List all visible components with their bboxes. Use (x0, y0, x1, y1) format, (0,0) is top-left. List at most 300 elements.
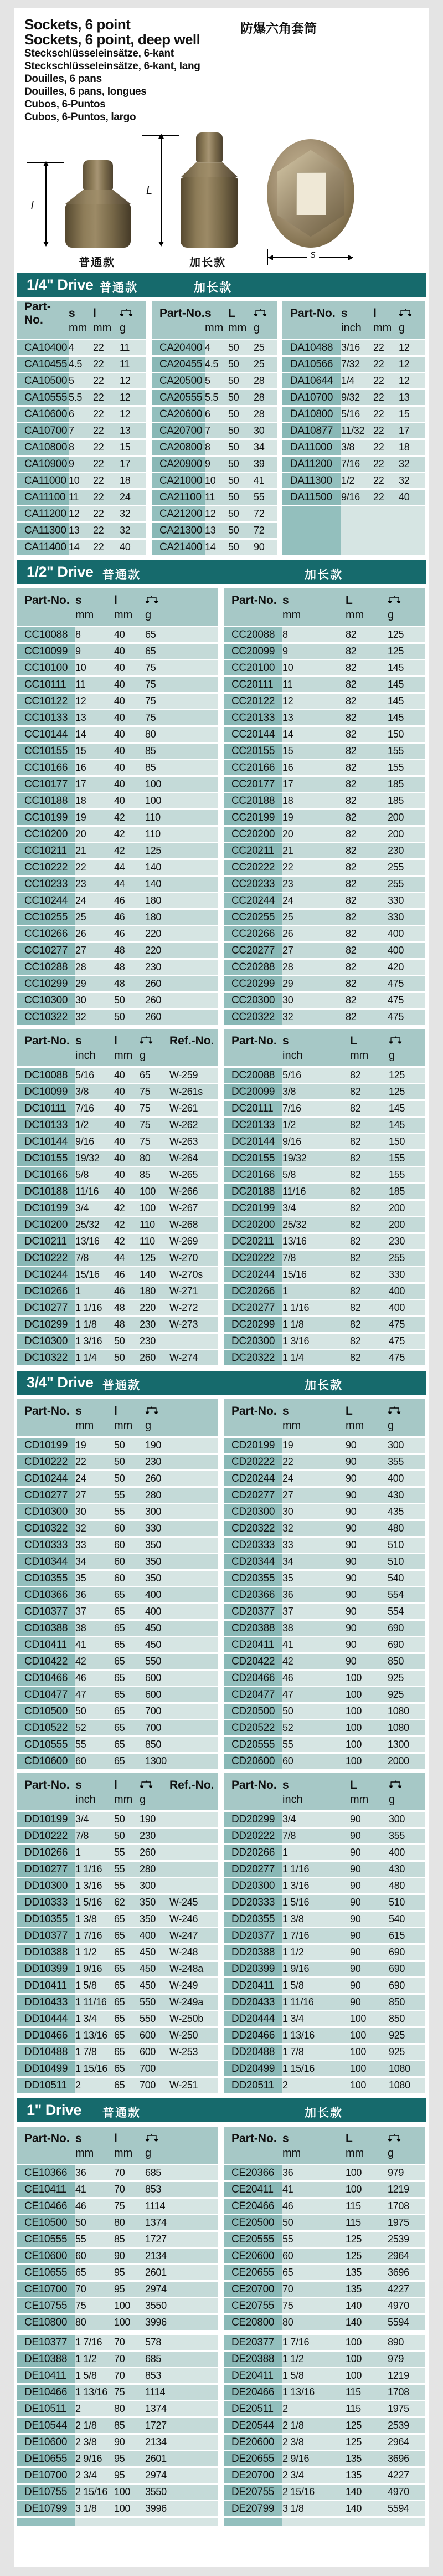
part-no-cell: CD10344 (17, 1554, 75, 1569)
value-cell: 82 (346, 793, 388, 808)
table-row (224, 1521, 425, 1536)
value-cell: 853 (145, 2368, 218, 2383)
table-header-row (17, 1773, 218, 1810)
value-cell: 32 (75, 1010, 114, 1025)
table-row (17, 1151, 218, 1166)
value-cell: 450 (140, 1962, 169, 1976)
part-no-cell: DE20600 (224, 2435, 282, 2450)
value-cell: 15 (75, 744, 114, 759)
table-row (224, 2232, 425, 2247)
value-cell: 100 (346, 2352, 388, 2367)
value-cell: 1 7/16 (75, 2335, 114, 2350)
value-cell: 90 (346, 1438, 388, 1453)
part-no-cell: DE20511 (224, 2401, 282, 2416)
table-row (17, 993, 218, 1008)
table-block (17, 2127, 426, 2330)
value-cell: 65 (114, 2078, 140, 2093)
column-header (145, 1403, 218, 1436)
value-cell: 1080 (389, 2078, 425, 2093)
table-row (224, 1554, 425, 1569)
value-cell: 480 (388, 1521, 425, 1536)
table-header-row (224, 1029, 425, 1066)
value-cell: 65 (114, 2061, 140, 2076)
balance-scale-icon (140, 1036, 153, 1047)
value-cell: 100 (140, 1201, 169, 1216)
part-no-cell: CC10233 (17, 877, 75, 892)
column-header-label: L (346, 594, 353, 607)
part-no-cell: CE10466 (17, 2199, 75, 2214)
value-cell: 12 (120, 390, 146, 405)
part-no-cell: DE20466 (224, 2385, 282, 2400)
part-no-cell: CA20600 (152, 407, 205, 422)
value-cell: 30 (254, 423, 277, 438)
part-no-cell: CE10366 (17, 2165, 75, 2180)
value-cell: 1 7/16 (282, 2335, 346, 2350)
part-no-cell: DD20266 (224, 1845, 282, 1860)
value-cell: 125 (346, 2418, 388, 2433)
balance-scale-icon (388, 1406, 401, 1417)
value-cell: 145 (388, 677, 425, 692)
table-row (224, 1504, 425, 1519)
value-cell: 554 (388, 1587, 425, 1602)
value-cell: 24 (75, 893, 114, 908)
table-row (224, 1438, 425, 1453)
value-cell: 40 (114, 1101, 140, 1116)
part-no-cell: CA10700 (17, 423, 69, 438)
parts-table (17, 301, 146, 555)
value-cell: 450 (145, 1621, 218, 1636)
value-cell: 90 (346, 1455, 388, 1469)
value-cell: 24 (282, 893, 346, 908)
value-cell: 82 (346, 993, 388, 1008)
part-no-cell: DC10277 (17, 1300, 75, 1315)
part-no-cell: CC20244 (224, 893, 282, 908)
table-row (17, 926, 218, 941)
part-no-cell: CD10388 (17, 1621, 75, 1636)
part-no-cell: DC20188 (224, 1184, 282, 1199)
part-no-cell: DD10222 (17, 1829, 75, 1843)
value-cell: 29 (75, 976, 114, 991)
value-cell: 115 (346, 2215, 388, 2230)
value-cell: 60 (75, 1754, 114, 1769)
value-cell: 100 (346, 1671, 388, 1686)
part-no-cell: CA11400 (17, 540, 69, 555)
table-row (17, 2045, 218, 2060)
value-cell: 22 (93, 540, 120, 555)
value-cell: 40 (114, 727, 145, 742)
value-cell: 28 (254, 390, 277, 405)
table-row (282, 357, 425, 372)
value-cell: 70 (114, 2368, 145, 2383)
value-cell: 65 (140, 1068, 169, 1083)
table-row (17, 744, 218, 759)
value-cell: 13 (69, 523, 93, 538)
value-cell: 690 (389, 1962, 425, 1976)
value-cell: 19 (75, 810, 114, 825)
value-cell: 2 15/16 (282, 2485, 346, 2500)
value-cell: 475 (388, 993, 425, 1008)
value-cell: 40 (114, 660, 145, 675)
value-cell: 35 (282, 1571, 346, 1586)
value-cell: 40 (399, 490, 425, 505)
value-cell: 185 (388, 777, 425, 792)
value-cell: 2 1/8 (282, 2418, 346, 2433)
value-cell: 90 (346, 1538, 388, 1553)
value-cell: 13/16 (75, 1234, 114, 1249)
part-no-cell: CC20200 (224, 827, 282, 842)
value-cell: 10 (69, 473, 93, 488)
value-cell: 82 (350, 1350, 389, 1365)
value-cell: 90 (350, 1978, 389, 1993)
value-cell: 44 (114, 877, 145, 892)
part-no-cell: CC10266 (17, 926, 75, 941)
part-no-cell: DD20433 (224, 1995, 282, 2010)
table-row (17, 677, 218, 692)
value-cell: 82 (346, 760, 388, 775)
value-cell: 1 1/4 (75, 1350, 114, 1365)
table-row (224, 2435, 425, 2450)
table-row (224, 1571, 425, 1586)
value-cell: W-261 (169, 1101, 218, 1116)
part-no-cell: CD20277 (224, 1488, 282, 1503)
part-no-cell: CA21000 (152, 473, 205, 488)
column-header-unit: g (388, 2147, 394, 2159)
table-row (17, 2165, 218, 2180)
value-cell: 22 (93, 340, 120, 355)
subtitle-de: Steckschlüsseleinsätze, 6-kant (24, 48, 174, 59)
value-cell: 22 (93, 506, 120, 521)
value-cell: 50 (228, 390, 254, 405)
value-cell: 85 (114, 2418, 145, 2433)
value-cell: 554 (388, 1604, 425, 1619)
value-cell: 50 (114, 1438, 145, 1453)
value-cell: 330 (389, 1267, 425, 1282)
value-cell: 100 (346, 2368, 388, 2383)
value-cell: 50 (228, 407, 254, 422)
value-cell: 90 (346, 1488, 388, 1503)
value-cell: 100 (114, 2315, 145, 2330)
column-header-label: Ref.-No. (169, 1035, 214, 1047)
part-no-cell: DC20222 (224, 1251, 282, 1266)
value-cell: W-250 (169, 2028, 218, 2043)
value-cell: 36 (282, 1587, 346, 1602)
value-cell: 3 1/8 (75, 2501, 114, 2516)
part-no-cell: DE10388 (17, 2352, 75, 2367)
value-cell: 4970 (388, 2298, 425, 2313)
column-header-label: s (75, 1035, 82, 1047)
value-cell: 1 3/16 (282, 1878, 350, 1893)
value-cell: 75 (145, 694, 218, 709)
value-cell: W-248 (169, 1945, 218, 1960)
part-no-cell: CC20155 (224, 744, 282, 759)
value-cell: 90 (346, 1587, 388, 1602)
value-cell: 15 (282, 744, 346, 759)
value-cell: 40 (114, 1184, 140, 1199)
table-block (17, 2333, 426, 2526)
part-no-cell: CA21300 (152, 523, 205, 538)
table-row (224, 1300, 425, 1315)
drive-section-header (17, 560, 426, 584)
table-row (224, 1687, 425, 1702)
table-row (17, 1217, 218, 1232)
column-header (388, 2131, 425, 2164)
table-row (17, 1455, 218, 1469)
value-cell: 40 (114, 777, 145, 792)
table-header-row (152, 301, 277, 339)
part-no-cell: DE10411 (17, 2368, 75, 2383)
value-cell: 2 1/8 (75, 2418, 114, 2433)
value-cell: 11 (120, 340, 146, 355)
part-no-cell: CD10277 (17, 1488, 75, 1503)
value-cell: 22 (373, 457, 399, 472)
value-cell: 690 (389, 1978, 425, 1993)
table-row (224, 2282, 425, 2297)
value-cell: 18 (120, 473, 146, 488)
column-header-unit: mm (346, 2147, 364, 2159)
value-cell: 75 (140, 1118, 169, 1133)
value-cell: 39 (254, 457, 277, 472)
table-row (224, 2368, 425, 2383)
value-cell: 260 (145, 1010, 218, 1025)
part-no-cell: CD10522 (17, 1720, 75, 1735)
part-no-cell: CE20755 (224, 2298, 282, 2313)
table-row (152, 506, 277, 521)
value-cell: 15/16 (282, 1267, 350, 1282)
value-cell: 22 (373, 373, 399, 388)
part-no-cell: DA11500 (282, 490, 341, 505)
table-row (152, 373, 277, 388)
part-no-cell: CE10555 (17, 2232, 75, 2247)
value-cell: 32 (282, 1521, 346, 1536)
value-cell: 65 (114, 2011, 140, 2026)
value-cell: 12 (69, 506, 93, 521)
value-cell: 55 (114, 1862, 140, 1877)
drive-size-label: 1/4" Drive (27, 276, 94, 293)
value-cell: 48 (114, 976, 145, 991)
value-cell: W-248a (169, 1962, 218, 1976)
table-row (224, 1978, 425, 1993)
part-no-column-header (224, 1403, 282, 1436)
value-cell: 230 (389, 1234, 425, 1249)
normal-type-label: 普通款 (102, 2107, 141, 2119)
value-cell: 75 (145, 660, 218, 675)
value-cell: 400 (145, 1587, 218, 1602)
part-no-cell: DD10277 (17, 1862, 75, 1877)
value-cell: 21 (282, 843, 346, 858)
part-no-cell: CC10200 (17, 827, 75, 842)
part-no-cell: DA10877 (282, 423, 341, 438)
column-header-unit: mm (75, 609, 94, 621)
column-header-label: s (282, 1779, 289, 1791)
value-cell: 50 (114, 1471, 145, 1486)
drive-section (17, 1371, 426, 2093)
value-cell: W-245 (169, 1895, 218, 1910)
table-row (224, 1654, 425, 1669)
value-cell: 27 (75, 943, 114, 958)
value-cell: 1 5/16 (282, 1895, 350, 1910)
value-cell: 40 (114, 760, 145, 775)
part-no-cell: DD10433 (17, 1995, 75, 2010)
part-no-cell: DC10099 (17, 1084, 75, 1099)
column-header-unit: g (388, 1420, 394, 1432)
value-cell: 22 (282, 860, 346, 875)
part-no-cell: DD10355 (17, 1912, 75, 1927)
value-cell: 1 1/8 (75, 1317, 114, 1332)
column-header-label: L (228, 307, 235, 320)
balance-scale-icon (389, 1036, 402, 1047)
table-row (17, 1812, 218, 1827)
value-cell: 300 (388, 1438, 425, 1453)
value-cell: 46 (114, 926, 145, 941)
value-cell: 42 (75, 1654, 114, 1669)
value-cell: 8 (69, 440, 93, 455)
value-cell: 75 (114, 2385, 145, 2400)
part-no-cell: CD10199 (17, 1438, 75, 1453)
part-no-cell: DD20222 (224, 1829, 282, 1843)
value-cell: 3696 (388, 2265, 425, 2280)
subtitle-fr: Douilles, 6 pans (24, 73, 102, 85)
value-cell: 2974 (145, 2282, 218, 2297)
value-cell: 100 (346, 2182, 388, 2197)
table-row (224, 2298, 425, 2313)
value-cell: 65 (114, 1621, 145, 1636)
value-cell: 25/32 (282, 1217, 350, 1232)
value-cell: 600 (140, 2028, 169, 2043)
value-cell: 200 (389, 1201, 425, 1216)
value-cell: 255 (388, 877, 425, 892)
value-cell: 1/2 (341, 473, 373, 488)
part-no-cell: DD20511 (224, 2078, 282, 2093)
value-cell: 5594 (388, 2315, 425, 2330)
part-no-cell: CA20455 (152, 357, 205, 372)
value-cell: 42 (114, 843, 145, 858)
part-no-cell: DE20388 (224, 2352, 282, 2367)
column-header-unit: mm (93, 322, 112, 334)
table-block (17, 1399, 426, 1769)
column-header-label: Part-No. (231, 1779, 277, 1791)
normal-type-label: 普通款 (102, 1379, 141, 1392)
value-cell: 90 (350, 1962, 389, 1976)
table-body (224, 1068, 425, 1365)
value-cell: 55 (114, 1845, 140, 1860)
part-no-cell: DC10222 (17, 1251, 75, 1266)
value-cell: 9 (75, 644, 114, 659)
drive-section (17, 2098, 426, 2526)
part-no-cell: DC20200 (224, 1217, 282, 1232)
table-row (17, 1862, 218, 1877)
value-cell: 22 (282, 1455, 346, 1469)
part-no-cell: DC20155 (224, 1151, 282, 1166)
value-cell: 70 (114, 2165, 145, 2180)
value-cell: 5 (205, 373, 228, 388)
dimension-l-arrow (27, 160, 65, 248)
table-row (17, 1084, 218, 1099)
part-no-cell: DD20355 (224, 1912, 282, 1927)
value-cell: 1374 (145, 2215, 218, 2230)
column-header (373, 305, 399, 339)
column-header-unit: mm (114, 609, 133, 621)
value-cell: 350 (145, 1538, 218, 1553)
value-cell: 46 (75, 1671, 114, 1686)
part-no-cell: CD20333 (224, 1538, 282, 1553)
table-row (224, 1720, 425, 1735)
dimension-s-arrow (267, 249, 354, 263)
table-row (152, 440, 277, 455)
value-cell: 60 (114, 1521, 145, 1536)
value-cell: 140 (346, 2485, 388, 2500)
table-row (224, 677, 425, 692)
part-no-cell: CC20111 (224, 677, 282, 692)
table-row (17, 694, 218, 709)
part-no-cell: DC10199 (17, 1201, 75, 1216)
value-cell: 5.5 (205, 390, 228, 405)
part-no-cell: CD20411 (224, 1637, 282, 1652)
table-row (224, 2485, 425, 2500)
value-cell: 200 (389, 1217, 425, 1232)
value-cell: 230 (140, 1334, 169, 1349)
value-cell: 22 (373, 473, 399, 488)
part-no-cell: CC20133 (224, 710, 282, 725)
value-cell: 12 (399, 373, 425, 388)
column-header-label: l (114, 594, 117, 607)
value-cell: 46 (75, 2199, 114, 2214)
table-row (17, 1754, 218, 1769)
value-cell: 52 (282, 1720, 346, 1735)
value-cell: 255 (388, 860, 425, 875)
value-cell: 50 (228, 490, 254, 505)
value-cell: 2964 (388, 2249, 425, 2263)
value-cell: 1300 (388, 1737, 425, 1752)
value-cell: 510 (389, 1895, 425, 1910)
value-cell: 65 (114, 1654, 145, 1669)
part-no-cell: CC20322 (224, 1010, 282, 1025)
value-cell: 18 (75, 793, 114, 808)
column-header-label (388, 592, 425, 609)
filler-part-column (282, 506, 341, 555)
value-cell: 1114 (145, 2199, 218, 2214)
value-cell: 82 (346, 877, 388, 892)
table-row (17, 2061, 218, 2076)
part-no-cell: CA20400 (152, 340, 205, 355)
table-row (224, 2501, 425, 2516)
table-row (224, 2418, 425, 2433)
value-cell: 42 (114, 810, 145, 825)
part-no-cell: DE10799 (17, 2501, 75, 2516)
part-no-cell: DD20277 (224, 1862, 282, 1877)
part-no-cell: DC10111 (17, 1101, 75, 1116)
table-row (224, 1754, 425, 1769)
part-no-cell: CC10177 (17, 777, 75, 792)
value-cell: 255 (389, 1251, 425, 1266)
value-cell: 2601 (145, 2451, 218, 2466)
value-cell: 30 (282, 1504, 346, 1519)
table-body (17, 1068, 218, 1365)
value-cell: 2601 (145, 2265, 218, 2280)
value-cell: 82 (346, 926, 388, 941)
value-cell: 90 (350, 1928, 389, 1943)
table-row (17, 1945, 218, 1960)
table-body (17, 627, 218, 1025)
column-header (346, 592, 388, 626)
value-cell: W-267 (169, 1201, 218, 1216)
part-no-cell: DD20377 (224, 1928, 282, 1943)
table-row (17, 1118, 218, 1133)
column-header (205, 305, 228, 339)
value-cell: 82 (346, 810, 388, 825)
table-row (224, 1167, 425, 1182)
column-header-unit: mm (346, 609, 364, 621)
part-no-cell: CE20555 (224, 2232, 282, 2247)
